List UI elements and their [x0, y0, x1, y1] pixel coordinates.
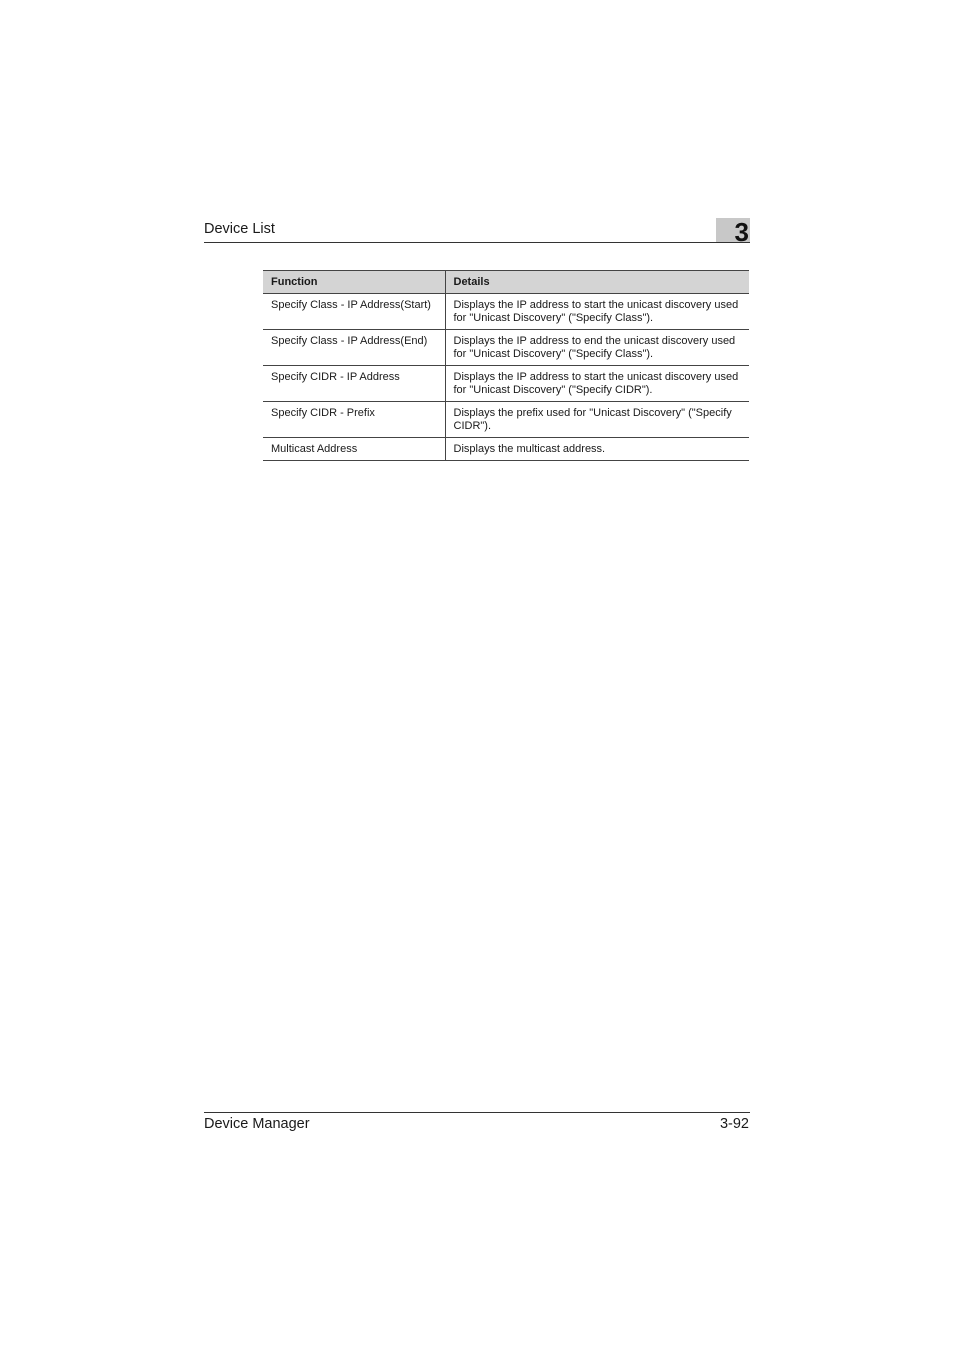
- details-cell: Displays the IP address to end the unicast discovery used for "Unicast Discovery" ("Specify Class").: [445, 330, 749, 366]
- table-header-row: [263, 271, 749, 294]
- details-cell: Displays the multicast address.: [445, 438, 749, 461]
- function-cell: Specify Class - IP Address(End): [263, 330, 445, 366]
- column-header-details: Details: [445, 271, 749, 294]
- table-row: [263, 330, 749, 366]
- details-cell: Displays the IP address to start the unicast discovery used for "Unicast Discovery" ("Specify CIDR").: [445, 366, 749, 402]
- table-row: [263, 438, 749, 461]
- running-header-title: Device List: [204, 221, 275, 237]
- function-cell: Specify Class - IP Address(Start): [263, 294, 445, 330]
- chapter-tab: [716, 217, 750, 247]
- function-details-table: [263, 270, 749, 461]
- footer-manual-title: Device Manager: [204, 1116, 310, 1132]
- page-number: 3-92: [719, 1116, 749, 1132]
- column-header-function: Function: [263, 271, 445, 294]
- table-row: [263, 402, 749, 438]
- details-cell: Displays the prefix used for "Unicast Discovery" ("Specify CIDR").: [445, 402, 749, 438]
- function-cell: Specify CIDR - Prefix: [263, 402, 445, 438]
- footer-divider: [204, 1112, 750, 1113]
- function-cell: Multicast Address: [263, 438, 445, 461]
- chapter-number: 3: [734, 217, 749, 247]
- table-row: [263, 366, 749, 402]
- details-cell: Displays the IP address to start the unicast discovery used for "Unicast Discovery" ("Specify Class").: [445, 294, 749, 330]
- function-cell: Specify CIDR - IP Address: [263, 366, 445, 402]
- header-divider: [204, 242, 750, 243]
- table-row: [263, 294, 749, 330]
